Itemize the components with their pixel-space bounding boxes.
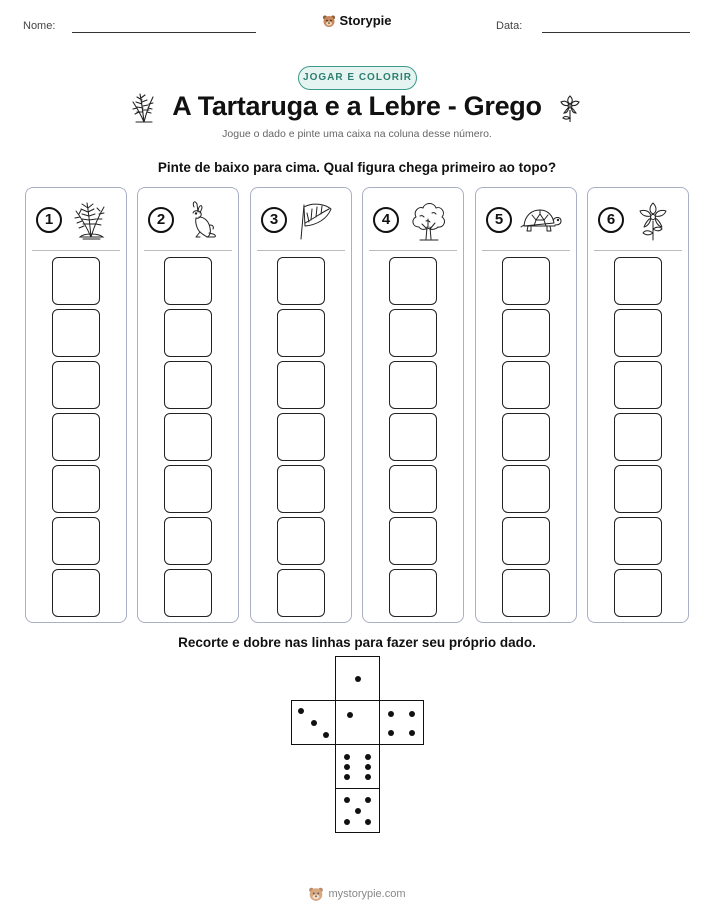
- color-box[interactable]: [277, 309, 325, 357]
- turtle-icon: [520, 199, 562, 243]
- column-4: [362, 187, 464, 623]
- color-box[interactable]: [164, 517, 212, 565]
- color-box[interactable]: [389, 257, 437, 305]
- flower-icon: [556, 92, 584, 124]
- die-pip: [355, 808, 361, 814]
- instruction-text: Pinte de baixo para cima. Qual figura chega primeiro ao topo?: [157, 160, 557, 175]
- die-pip: [344, 754, 350, 760]
- color-box[interactable]: [502, 309, 550, 357]
- die-pip: [388, 711, 394, 717]
- divider: [144, 250, 232, 251]
- die-face-1: [335, 656, 380, 701]
- color-box[interactable]: [614, 257, 662, 305]
- divider: [482, 250, 570, 251]
- dice-instruction: Recorte e dobre nas linhas para fazer seu próprio dado.: [178, 635, 536, 650]
- leaf-icon: [295, 199, 337, 243]
- die-pip: [365, 754, 371, 760]
- bear-mascot-icon: [308, 886, 324, 902]
- color-box[interactable]: [614, 413, 662, 461]
- die-pip: [323, 732, 329, 738]
- die-pip: [355, 676, 361, 682]
- die-face-1: [335, 700, 380, 745]
- rabbit-icon: [182, 199, 224, 243]
- color-box[interactable]: [389, 361, 437, 409]
- die-pip: [344, 774, 350, 780]
- column-6: [587, 187, 689, 623]
- color-box[interactable]: [52, 361, 100, 409]
- footer-link[interactable]: mystorypie.com: [328, 888, 406, 900]
- die-face-6: [335, 744, 380, 789]
- die-pip: [344, 764, 350, 770]
- die-pip: [365, 819, 371, 825]
- column-number: 3: [261, 207, 287, 233]
- color-box[interactable]: [52, 517, 100, 565]
- page-title: A Tartaruga e a Lebre - Grego: [172, 91, 542, 121]
- color-box[interactable]: [277, 413, 325, 461]
- die-pip: [347, 712, 353, 718]
- color-box[interactable]: [164, 309, 212, 357]
- color-box[interactable]: [277, 517, 325, 565]
- color-box[interactable]: [614, 465, 662, 513]
- color-box[interactable]: [277, 361, 325, 409]
- die-pip: [365, 764, 371, 770]
- column-number: 4: [373, 207, 399, 233]
- footer: [0, 886, 714, 907]
- column-header: [26, 188, 126, 250]
- column-number: 5: [486, 207, 512, 233]
- die-face-5: [335, 788, 380, 833]
- column-3: [250, 187, 352, 623]
- color-box[interactable]: [52, 569, 100, 617]
- category-tag: JOGAR E COLORIR: [298, 66, 417, 90]
- color-box[interactable]: [614, 569, 662, 617]
- color-box[interactable]: [164, 257, 212, 305]
- die-pip: [409, 730, 415, 736]
- column-header: [476, 188, 576, 250]
- die-pip: [388, 730, 394, 736]
- color-box[interactable]: [502, 517, 550, 565]
- color-box[interactable]: [389, 309, 437, 357]
- color-box[interactable]: [614, 309, 662, 357]
- color-box[interactable]: [502, 413, 550, 461]
- color-box[interactable]: [164, 569, 212, 617]
- color-box[interactable]: [614, 361, 662, 409]
- date-label: Data:: [496, 20, 523, 32]
- die-face-3: [291, 700, 336, 745]
- color-box[interactable]: [52, 413, 100, 461]
- color-box[interactable]: [614, 517, 662, 565]
- color-box[interactable]: [502, 257, 550, 305]
- color-box[interactable]: [277, 257, 325, 305]
- color-box[interactable]: [389, 413, 437, 461]
- color-box[interactable]: [277, 569, 325, 617]
- fern-icon: [70, 199, 112, 243]
- column-1: [25, 187, 127, 623]
- brand-logo: [0, 13, 714, 33]
- column-header: [138, 188, 238, 250]
- flower-icon: [632, 199, 674, 243]
- die-pip: [365, 774, 371, 780]
- divider: [594, 250, 682, 251]
- color-box[interactable]: [164, 361, 212, 409]
- die-pip: [365, 797, 371, 803]
- column-header: [363, 188, 463, 250]
- column-number: 1: [36, 207, 62, 233]
- column-number: 2: [148, 207, 174, 233]
- column-number: 6: [598, 207, 624, 233]
- column-2: [137, 187, 239, 623]
- die-pip: [344, 797, 350, 803]
- die-pip: [409, 711, 415, 717]
- divider: [369, 250, 457, 251]
- die-face-4: [379, 700, 424, 745]
- bear-mascot-icon: [322, 14, 336, 28]
- color-box[interactable]: [52, 309, 100, 357]
- date-line[interactable]: [542, 32, 690, 33]
- color-box[interactable]: [52, 465, 100, 513]
- color-box[interactable]: [164, 465, 212, 513]
- column-header: [251, 188, 351, 250]
- name-label: Nome:: [23, 20, 56, 32]
- tree-icon: [407, 199, 449, 243]
- color-box[interactable]: [164, 413, 212, 461]
- divider: [32, 250, 120, 251]
- column-5: [475, 187, 577, 623]
- divider: [257, 250, 345, 251]
- column-header: [588, 188, 688, 250]
- die-pip: [344, 819, 350, 825]
- color-box[interactable]: [502, 569, 550, 617]
- color-box[interactable]: [389, 465, 437, 513]
- color-box[interactable]: [52, 257, 100, 305]
- subtitle: Jogue o dado e pinte uma caixa na coluna desse número.: [222, 128, 492, 140]
- color-box[interactable]: [389, 517, 437, 565]
- color-box[interactable]: [502, 361, 550, 409]
- color-box[interactable]: [389, 569, 437, 617]
- color-box[interactable]: [277, 465, 325, 513]
- color-box[interactable]: [502, 465, 550, 513]
- die-pip: [298, 708, 304, 714]
- brand-name: Storypie: [339, 13, 392, 28]
- die-pip: [311, 720, 317, 726]
